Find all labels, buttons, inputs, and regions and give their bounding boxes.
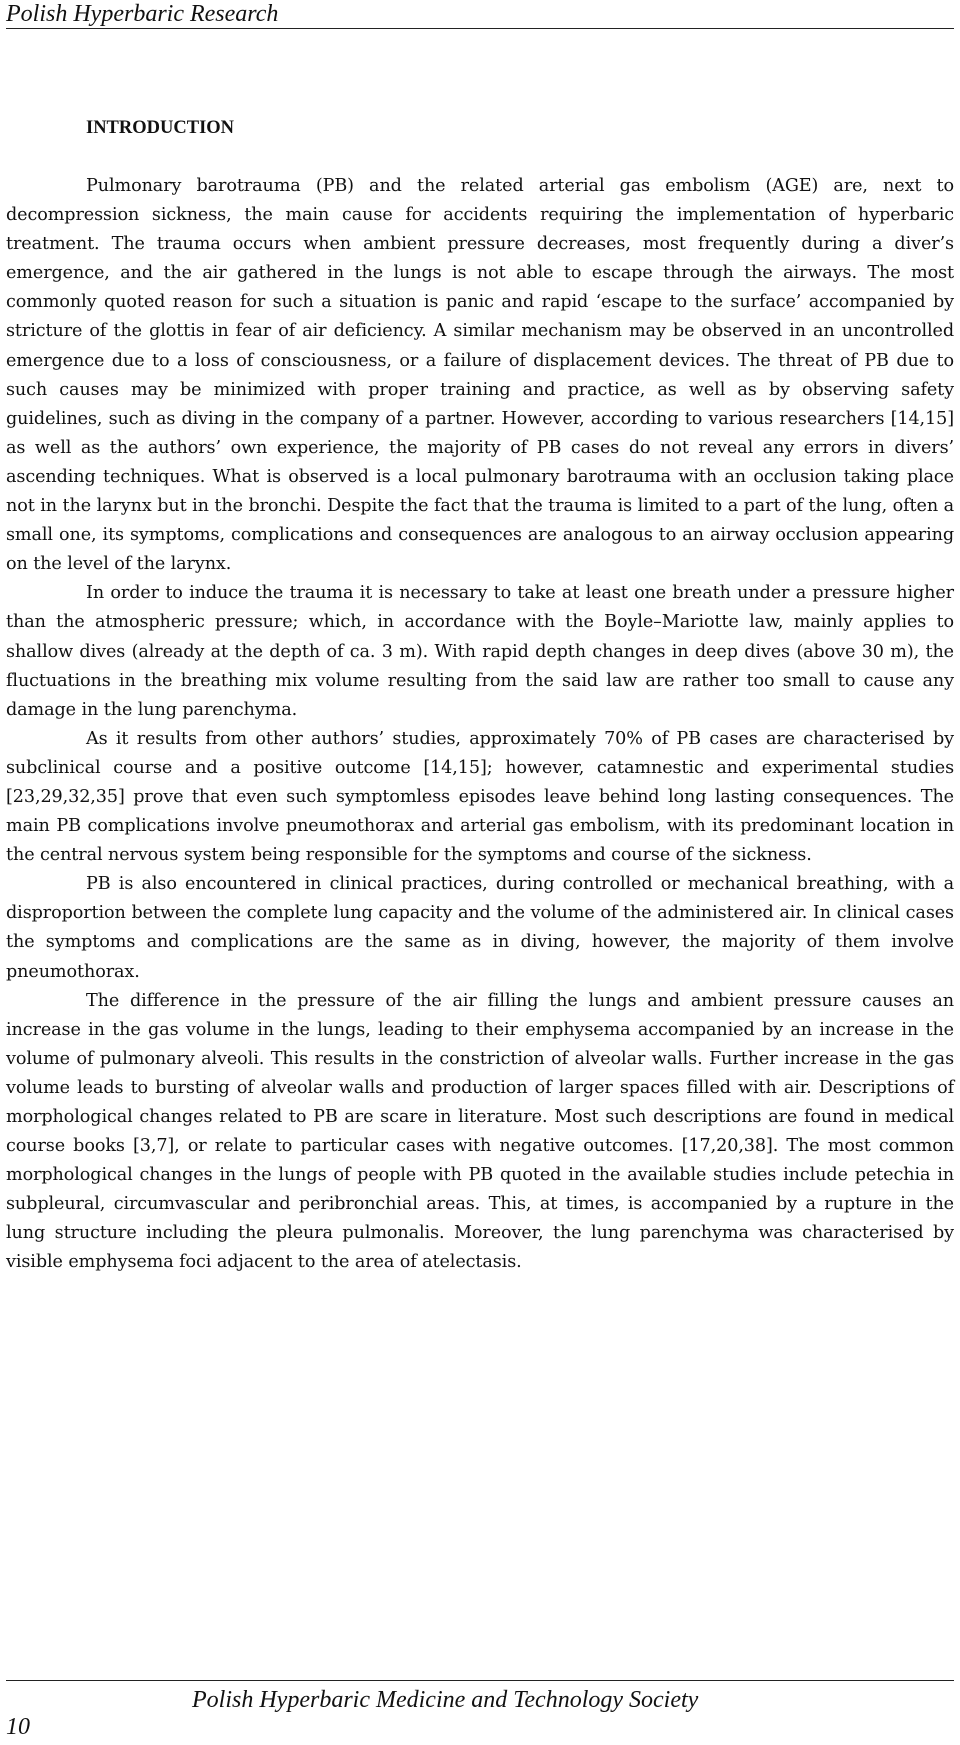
paragraph: Pulmonary barotrauma (PB) and the related arterial gas embolism (AGE) are, next to decompression sickness, the main cause for accidents requiring the implementation of hyperbaric treatment. The trauma occurs when ambient pressure decreases, most frequently during a diver’s emergence, and the air gathered in the lungs is not able to escape through the airways. The most commonly quoted reason for such a situation is panic and rapid ‘escape to the surface’ accompanied by stricture of the glottis in fear of air deficiency. A similar mechanism may be observed in an uncontrolled emergence due to a loss of consciousness, or a failure of displacement devices. The threat of PB due to such causes may be minimized with proper training and practice, as well as by observing safety guidelines, such as diving in the company of a partner. However, according to various researchers [14,15] as well as the authors’ own experience, the majority of PB cases do not reveal any errors in divers’ ascending techniques. What is observed is a local pulmonary barotrauma with an occlusion taking place not in the larynx but in the bronchi. Despite the fact that the trauma is limited to a part of the lung, often a small one, its symptoms, complications and consequences are analogous to an airway occlusion appearing on the level of the larynx. <box>6 176 954 575</box>
section-heading: INTRODUCTION <box>86 118 235 138</box>
paragraph: As it results from other authors’ studies, approximately 70% of PB cases are characterised by subclinical course and a positive outcome [14,15]; however, catamnestic and experimental studies [23,29,32,35] prove that even such symptomless episodes leave behind long lasting consequences. The main PB complications involve pneumothorax and arterial gas embolism, with its predominant location in the central nervous system being responsible for the symptoms and course of the sickness. <box>6 728 954 866</box>
paragraph: In order to induce the trauma it is necessary to take at least one breath under a pressure higher than the atmospheric pressure; which, in accordance with the Boyle–Mariotte law, mainly applies to shallow dives (already at the depth of ca. 3 m). With rapid depth changes in deep dives (above 30 m), the fluctuations in the breathing mix volume resulting from the said law are rather too small to cause any damage in the lung parenchyma. <box>6 583 954 720</box>
article-body <box>6 172 954 1278</box>
society-name: Polish Hyperbaric Medicine and Technology Society <box>192 1687 699 1713</box>
paragraph: PB is also encountered in clinical practices, during controlled or mechanical breathing, with a disproportion between the complete lung capacity and the volume of the administered air. In clinical cases the symptoms and complications are the same as in diving, however, the majority of them involve pneumothorax. <box>6 874 954 982</box>
running-footer <box>6 1680 954 1741</box>
running-header <box>6 0 954 29</box>
journal-title: Polish Hyperbaric Research <box>6 1 279 27</box>
paragraph: The difference in the pressure of the air filling the lungs and ambient pressure causes an increase in the gas volume in the lungs, leading to their emphysema accompanied by an increase in the volume of pulmonary alveoli. This results in the constriction of alveolar walls. Further increase in the gas volume leads to bursting of alveolar walls and production of larger spaces filled with air. Descriptions of morphological changes related to PB are scare in literature. Most such descriptions are found in medical course books [3,7], or relate to particular cases with negative outcomes. [17,20,38]. The most common morphological changes in the lungs of people with PB quoted in the available studies include petechia in subpleural, circumvascular and peribronchial areas. This, at times, is accompanied by a rupture in the lung structure including the pleura pulmonalis. Moreover, the lung parenchyma was characterised by visible emphysema foci adjacent to the area of atelectasis. <box>6 990 954 1273</box>
page-number: 10 <box>6 1714 30 1740</box>
